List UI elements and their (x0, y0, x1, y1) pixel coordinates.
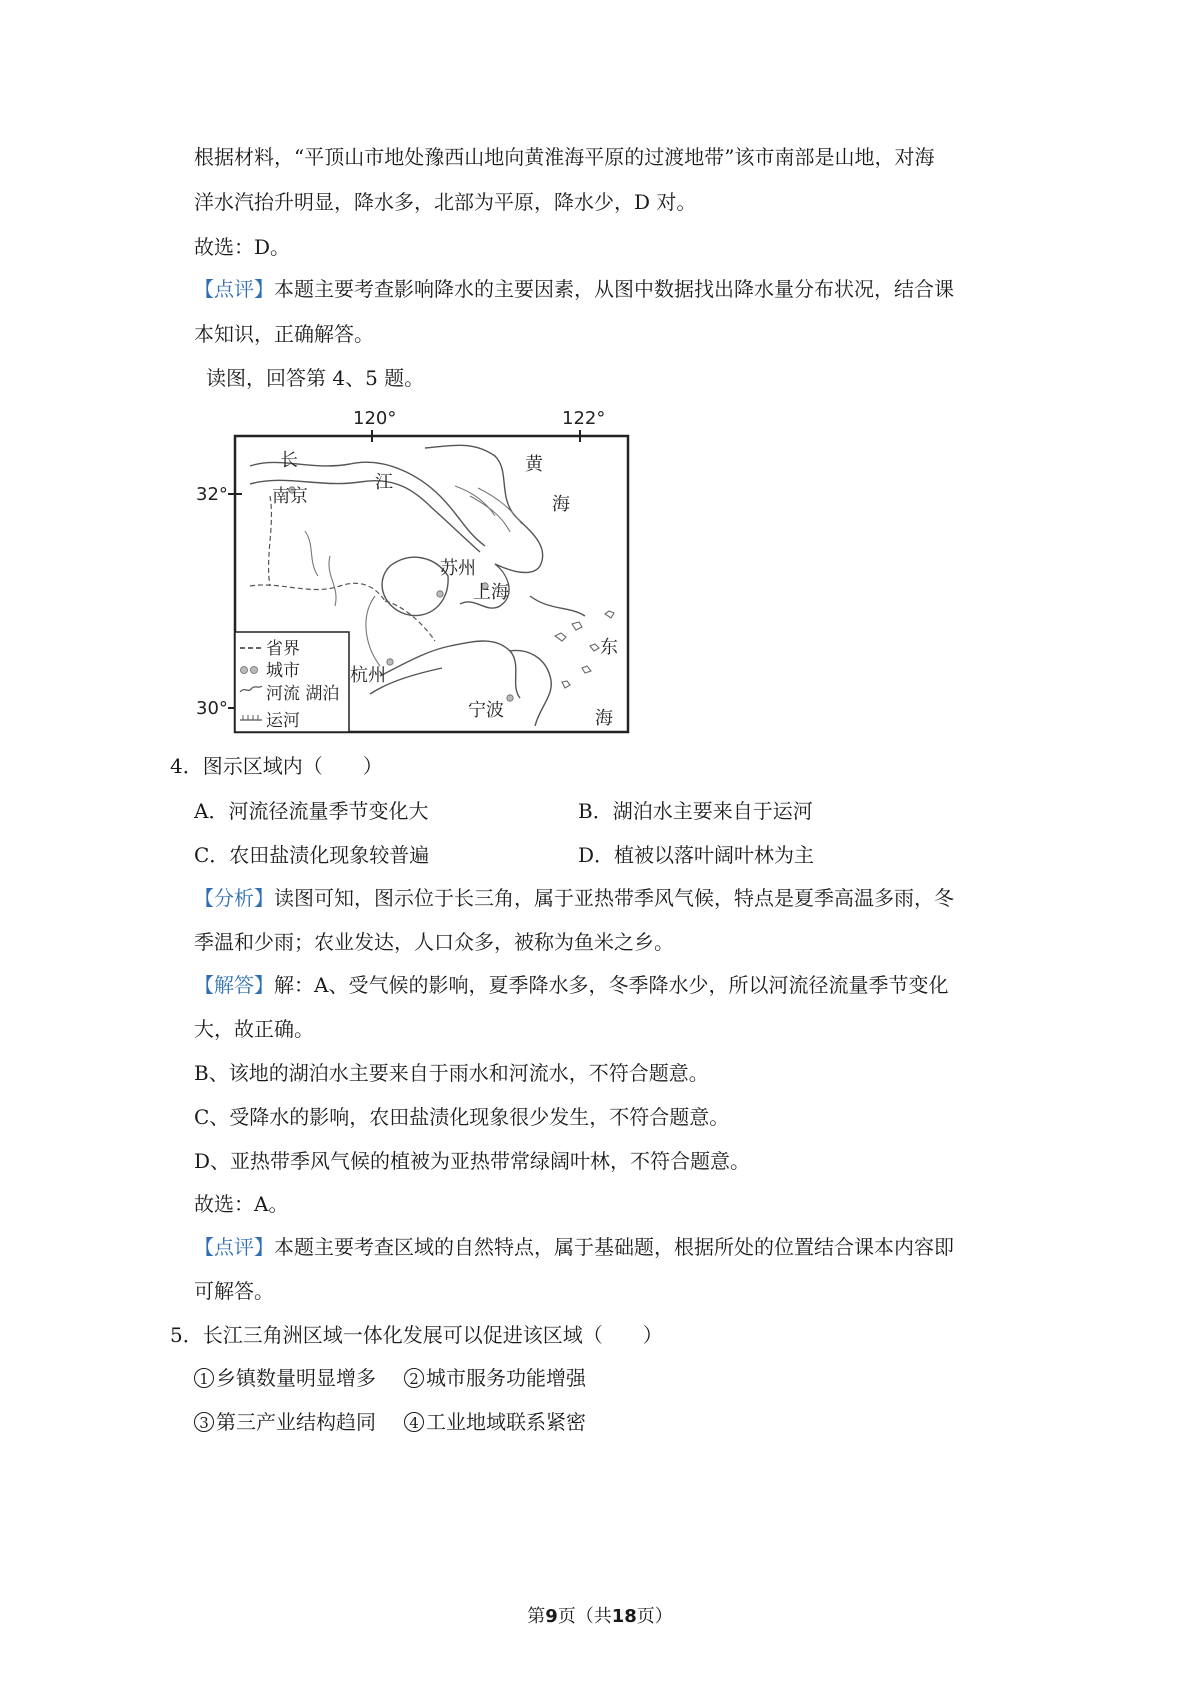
answer-line: 大，故正确。 (194, 1017, 314, 1041)
page-number: 9 (545, 1606, 558, 1627)
city-marker (507, 695, 513, 701)
option-a: A．河流径流量季节变化大 (194, 799, 429, 823)
city-marker (387, 659, 393, 665)
q5-item (404, 1366, 586, 1390)
question-5-stem: 5．长江三角洲区域一体化发展可以促进该区域（ ） (170, 1323, 663, 1347)
comment-tag: 点评 (214, 277, 254, 301)
comment-line: 【点评】本题主要考查影响降水的主要因素，从图中数据找出降水量分布状况，结合课 (194, 277, 954, 301)
place-label: 海 (552, 494, 570, 515)
place-label: 杭州 (350, 665, 386, 686)
place-label: 黄 (525, 454, 543, 475)
circled-number: 3 (194, 1412, 214, 1432)
lon-label: 122° (562, 408, 606, 429)
legend-label: 河流 湖泊 (266, 684, 340, 704)
map-legend (235, 632, 349, 732)
comment-line: 【点评】本题主要考查区域的自然特点，属于基础题，根据所处的位置结合课本内容即 (194, 1235, 954, 1259)
page-total: 18 (611, 1606, 637, 1627)
place-label: 长 (280, 450, 298, 471)
answer-line: D、亚热带季风气候的植被为亚热带常绿阔叶林，不符合题意。 (194, 1149, 751, 1173)
comment-text: 本题主要考查区域的自然特点，属于基础题，根据所处的位置结合课本内容即 (274, 1235, 954, 1259)
question-4-stem: 4．图示区域内（ ） (170, 754, 383, 778)
answer-line: B、该地的湖泊水主要来自于雨水和河流水，不符合题意。 (194, 1061, 709, 1085)
analysis-line: 季温和少雨；农业发达，人口众多，被称为鱼米之乡。 (194, 930, 674, 954)
paragraph-line: 根据材料，“平顶山市地处豫西山地向黄淮海平原的过渡地带”该市南部是山地，对海 (194, 145, 935, 169)
comment-text: 本题主要考查影响降水的主要因素，从图中数据找出降水量分布状况，结合课 (274, 277, 954, 301)
place-label: 上海 (473, 582, 509, 603)
paragraph-line: 故选：D。 (194, 235, 291, 259)
q5-item-text: 城市服务功能增强 (426, 1366, 586, 1390)
q5-item (194, 1366, 376, 1390)
analysis-tag: 分析 (214, 886, 254, 910)
answer-choice: 故选：A。 (194, 1192, 289, 1216)
legend-swatch-city (241, 667, 248, 674)
circled-number: 2 (404, 1368, 424, 1388)
option-c: C．农田盐渍化现象较普遍 (194, 843, 430, 867)
place-label: 东 (600, 637, 618, 658)
comment-tag: 点评 (214, 1235, 254, 1259)
lon-label: 120° (353, 408, 397, 429)
q5-item (404, 1410, 586, 1434)
analysis-text: 读图可知，图示位于长三角，属于亚热带季风气候，特点是夏季高温多雨，冬 (274, 886, 954, 910)
place-label: 宁波 (468, 700, 504, 721)
option-b: B．湖泊水主要来自于运河 (578, 799, 813, 823)
page-footer: 第9页（共18页） (527, 1606, 673, 1627)
place-label: 江 (375, 472, 393, 493)
answer-line: 【解答】解：A、受气候的影响，夏季降水多，冬季降水少，所以河流径流量季节变化 (194, 973, 949, 997)
answer-text: 解：A、受气候的影响，夏季降水多，冬季降水少，所以河流径流量季节变化 (274, 973, 949, 997)
place-label: 苏州 (440, 558, 476, 579)
q5-item (194, 1410, 376, 1434)
paragraph-line: 本知识，正确解答。 (194, 322, 374, 346)
answer-tag: 解答 (214, 973, 254, 997)
place-label: 南京 (272, 486, 308, 507)
instruction-line: 读图，回答第 4、5 题。 (206, 366, 425, 390)
circled-number: 1 (194, 1368, 214, 1388)
circled-number: 4 (404, 1412, 424, 1432)
comment-line: 可解答。 (194, 1279, 274, 1303)
lat-label: 32° (196, 484, 228, 505)
place-label: 海 (595, 708, 613, 729)
q5-item-text: 工业地域联系紧密 (426, 1410, 586, 1434)
option-d: D．植被以落叶阔叶林为主 (578, 843, 815, 867)
answer-line: C、受降水的影响，农田盐渍化现象很少发生，不符合题意。 (194, 1105, 730, 1129)
q5-item-text: 第三产业结构趋同 (216, 1410, 376, 1434)
analysis-line: 【分析】读图可知，图示位于长三角，属于亚热带季风气候，特点是夏季高温多雨，冬 (194, 886, 954, 910)
lat-label: 30° (196, 698, 228, 719)
paragraph-line: 洋水汽抬升明显，降水多，北部为平原，降水少，D 对。 (194, 190, 697, 214)
legend-label: 运河 (266, 711, 300, 731)
legend-label: 省界 (266, 639, 300, 659)
q5-item-text: 乡镇数量明显增多 (216, 1366, 376, 1390)
city-marker (437, 591, 443, 597)
legend-label: 城市 (266, 661, 300, 681)
yangtze-delta-map (196, 408, 680, 796)
